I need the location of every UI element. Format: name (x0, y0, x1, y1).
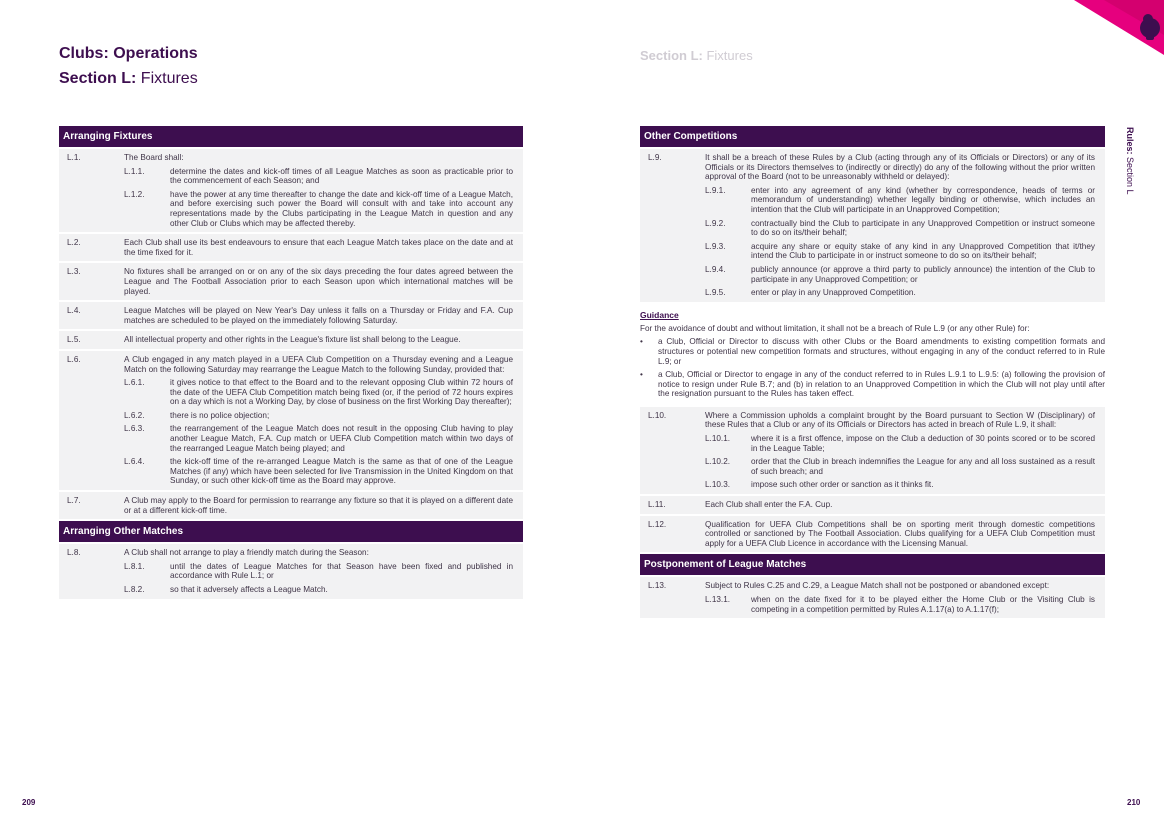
rule-row (59, 263, 523, 300)
sub-rule-text: until the dates of League Matches for that Season have been fixed and published in accordance with Rule L.1; or (170, 561, 513, 581)
sub-rule (705, 434, 1095, 453)
sub-rule-number: L.8.2. (124, 585, 145, 594)
section-header: Postponement of League Matches (640, 554, 1105, 575)
guidance-bullet (640, 337, 1105, 366)
sub-rule-number: L.13.1. (705, 595, 731, 604)
sub-rule-number: L.9.1. (705, 185, 726, 195)
rule-row (59, 351, 523, 490)
rule-number: L.3. (67, 267, 81, 277)
sub-rule-text: enter into any agreement of any kind (whether by correspondence, heads of terms or memorandum of understanding) whether legally binding or otherwise, which includes an intention that the Club will participate in an Unapproved Competition; (751, 185, 1095, 214)
sub-rule-number: L.10.3. (705, 480, 731, 490)
side-label (1125, 127, 1135, 195)
rule-row (59, 234, 523, 261)
sub-rule (124, 167, 513, 186)
rule-body (124, 335, 513, 345)
section-label: Section L: (59, 70, 137, 87)
sub-rule-text: order that the Club in breach indemnifies the League for any and all loss sustained as a result of such breach; and (751, 457, 1095, 476)
rule-body (124, 306, 513, 325)
sub-rule-text: it gives notice to that effect to the Board and to the relevant opposing Club within 72 hours of the date of the UEFA Club Competition match being fixed (or, if the period of 72 hours expires on a day which is not a Working Day, by close of business on the first Working Day thereafter); (170, 378, 513, 407)
side-label-text: Section L (1125, 157, 1135, 195)
sub-rule (124, 424, 513, 453)
running-header-section: Section L: (640, 48, 703, 63)
rule-number: L.2. (67, 238, 81, 248)
rule-body (705, 520, 1095, 549)
rule-body (705, 500, 1095, 510)
sub-rule-text: impose such other order or sanction as it thinks fit. (751, 480, 934, 490)
sub-rule-number: L.6.3. (124, 424, 145, 434)
sub-rule (705, 265, 1095, 284)
rule-body (124, 153, 513, 228)
rule-row (640, 407, 1105, 494)
rule-row (59, 544, 523, 598)
sub-rule (705, 219, 1095, 238)
page-number-left: 209 (22, 798, 36, 807)
sub-rule-number: L.9.5. (705, 288, 726, 298)
sub-rule-number: L.6.4. (124, 457, 145, 467)
sub-rule-number: L.1.2. (124, 189, 145, 199)
rule-number: L.9. (648, 153, 662, 162)
side-label-bold: Rules: (1125, 127, 1135, 155)
rule-number: L.12. (648, 519, 667, 529)
rule-number: L.7. (67, 496, 81, 506)
rule-body (124, 548, 513, 594)
rule-body (705, 411, 1095, 490)
rule-text: The Board shall: (124, 153, 184, 162)
sub-rule-number: L.9.4. (705, 264, 726, 274)
rule-row (640, 149, 1105, 302)
sub-rule-text: acquire any share or equity stake of any kind in any Unapproved Competition that it/they intend the Club to participate in or instruct someone to do so on its/their behalf; (751, 241, 1095, 261)
rule-number: L.5. (67, 335, 81, 345)
section-name: Fixtures (140, 70, 198, 87)
sub-rule-number: L.9.2. (705, 218, 726, 228)
sub-rule-text: have the power at any time thereafter to change the date and kick-off time of a League Match, and before exercising such power the Board will consult with and take into account any representations made by the Clubs participating in the League Match in question and any other Club or Clubs which may be affected thereby. (170, 189, 513, 228)
rule-text: No fixtures shall be arranged on or on any of the six days preceding the four dates agreed between the League and The Football Association prior to each Season upon which international matches will be played. (124, 267, 513, 296)
guidance-heading: Guidance (640, 309, 679, 320)
section-header: Arranging Other Matches (59, 521, 523, 542)
rule-number: L.11. (648, 500, 666, 510)
lion-crest-icon (1014, 0, 1164, 60)
rule-text: Where a Commission upholds a complaint brought by the Board pursuant to Section W (Disciplinary) of these Rules that a Club or any of its Officials or Directors has acted in breach of Rule L.9, it shall: (705, 410, 1095, 430)
rule-body (705, 581, 1095, 614)
rule-body (124, 355, 513, 486)
sub-rule (124, 411, 513, 421)
sub-rule (705, 480, 1095, 490)
rule-row (640, 577, 1105, 618)
rule-row (59, 149, 523, 232)
rule-number: L.10. (648, 410, 667, 420)
rule-text: Each Club shall enter the F.A. Cup. (705, 500, 833, 510)
sub-rule-text: contractually bind the Club to participate in any Unapproved Competition or instruct someone to do so on its/their behalf; (751, 218, 1095, 238)
right-page (582, 0, 1164, 826)
guidance-bullet (640, 370, 1105, 399)
sub-rule (124, 562, 513, 581)
left-content (59, 126, 523, 599)
rule-row (59, 492, 523, 519)
bullet-dot-icon: • (640, 370, 643, 380)
guidance-bullet-text: a Club, Official or Director to engage in any of the conduct referred to in Rules L.9.1 to L.9.5: (a) following the provision of notice to resign under Rule B.7; and (b) in relation to an Unapproved Competition in which the Club will not play until after the resignation pursuant to the Rules has taken effect. (658, 370, 1105, 399)
rule-number: L.6. (67, 354, 81, 364)
sub-rule-text: the rearrangement of the League Match does not result in the opposing Club having to play another League Match, F.A. Cup match or UEFA Club Competition match within two days of the rearranged League Match being played; and (170, 424, 513, 453)
rule-number: L.8. (67, 548, 81, 558)
sub-rule-number: L.8.1. (124, 561, 145, 571)
bullet-dot-icon: • (640, 337, 643, 347)
rule-body (124, 496, 513, 515)
rule-row (640, 496, 1105, 514)
sub-rule (124, 190, 513, 228)
section-header: Other Competitions (640, 126, 1105, 147)
sub-rule-number: L.9.3. (705, 241, 726, 251)
spacer (640, 399, 1105, 405)
sub-rule-number: L.10.1. (705, 434, 731, 444)
rule-text: It shall be a breach of these Rules by a Club (acting through any of its Officials or Directors) or any of its Officials or its Directors themselves to (indirectly or directly) do any of the following without the prior written approval of the Board (not to be unreasonably withheld or delayed): (705, 153, 1095, 182)
sub-rule-text: determine the dates and kick-off times of all League Matches as soon as practicable prior to the commencement of each Season; and (170, 166, 513, 186)
page-number-right: 210 (1127, 798, 1141, 807)
sub-rule-text: publicly announce (or approve a third party to publicly announce) the intention of the Club to participate in any Unapproved Competition; or (751, 264, 1095, 284)
rule-row (59, 331, 523, 349)
sub-rule (705, 595, 1095, 614)
sub-rule (124, 585, 513, 595)
section-header: Arranging Fixtures (59, 126, 523, 147)
sub-rule-text: the kick-off time of the re-arranged League Match is the same as that of one of the League Matches (if any) which have been selected for live Transmission in the United Kingdom on that Sunday, or such other kick-off time as the Board may approve. (170, 457, 513, 486)
sub-rule-text: so that it adversely affects a League Match. (170, 585, 328, 594)
sub-rule (705, 288, 1095, 298)
rule-number: L.4. (67, 306, 81, 316)
right-content (640, 126, 1105, 618)
rule-text: Subject to Rules C.25 and C.29, a League Match shall not be postponed or abandoned except: (705, 581, 1050, 591)
rule-text: League Matches will be played on New Year's Day unless it falls on a Thursday or Friday and F.A. Cup matches are scheduled to be played on the immediately following Saturday. (124, 306, 513, 325)
sub-rule-number: L.1.1. (124, 166, 145, 176)
rule-body (705, 153, 1095, 298)
rule-text: A Club engaged in any match played in a UEFA Club Competition on a Thursday evening and a League Match on the following Saturday may rearrange the League Match to the following Sunday, provided that: (124, 354, 513, 374)
rule-text: A Club shall not arrange to play a friendly match during the Season: (124, 548, 369, 558)
rule-body (124, 238, 513, 257)
sub-rule (705, 457, 1095, 476)
rule-text: A Club may apply to the Board for permission to rearrange any fixture so that it is played on a different date or at a different kick-off time. (124, 496, 513, 515)
rule-text: All intellectual property and other rights in the League's fixture list shall belong to the League. (124, 335, 461, 345)
sub-rule (705, 186, 1095, 215)
sub-rule (124, 457, 513, 486)
sub-rule (705, 242, 1095, 261)
sub-rule-text: where it is a first offence, impose on the Club a deduction of 30 points scored or to be scored in the League Table; (751, 434, 1095, 453)
sub-rule-number: L.6.1. (124, 378, 145, 388)
document-title: Clubs: Operations (59, 45, 198, 62)
rule-row (59, 302, 523, 329)
sub-rule-number: L.6.2. (124, 410, 145, 420)
sub-rule-text: when on the date fixed for it to be played either the Home Club or the Visiting Club is competing in a competition permitted by Rules A.1.17(a) to A.1.17(f); (751, 595, 1095, 614)
sub-rule (124, 378, 513, 407)
rule-number: L.1. (67, 153, 81, 162)
rule-row (640, 516, 1105, 553)
guidance-intro: For the avoidance of doubt and without limitation, it shall not be a breach of Rule L.9 (or any other Rule) for: (640, 323, 1030, 333)
sub-rule-text: enter or play in any Unapproved Competition. (751, 288, 916, 298)
running-header (640, 48, 753, 63)
running-header-name: Fixtures (706, 48, 753, 63)
rule-number: L.13. (648, 581, 667, 591)
sub-rule-text: there is no police objection; (170, 410, 270, 420)
sub-rule-number: L.10.2. (705, 457, 731, 467)
rule-text: Each Club shall use its best endeavours to ensure that each League Match takes place on the date and at the time fixed for it. (124, 238, 513, 257)
section-title (59, 70, 198, 88)
guidance-bullet-text: a Club, Official or Director to discuss with other Clubs or the Board amendments to existing competition formats and structures or potential new competition formats and structures, without engaging in any of the conduct referred to in Rule L.9; or (658, 337, 1105, 366)
rule-text: Qualification for UEFA Club Competitions shall be on sporting merit through domestic competitions controlled or sanctioned by The Football Association. Clubs qualifying for a UEFA Club Competition must apply for a UEFA Club Licence in accordance with the Licensing Manual. (705, 519, 1095, 548)
rule-body (124, 267, 513, 296)
